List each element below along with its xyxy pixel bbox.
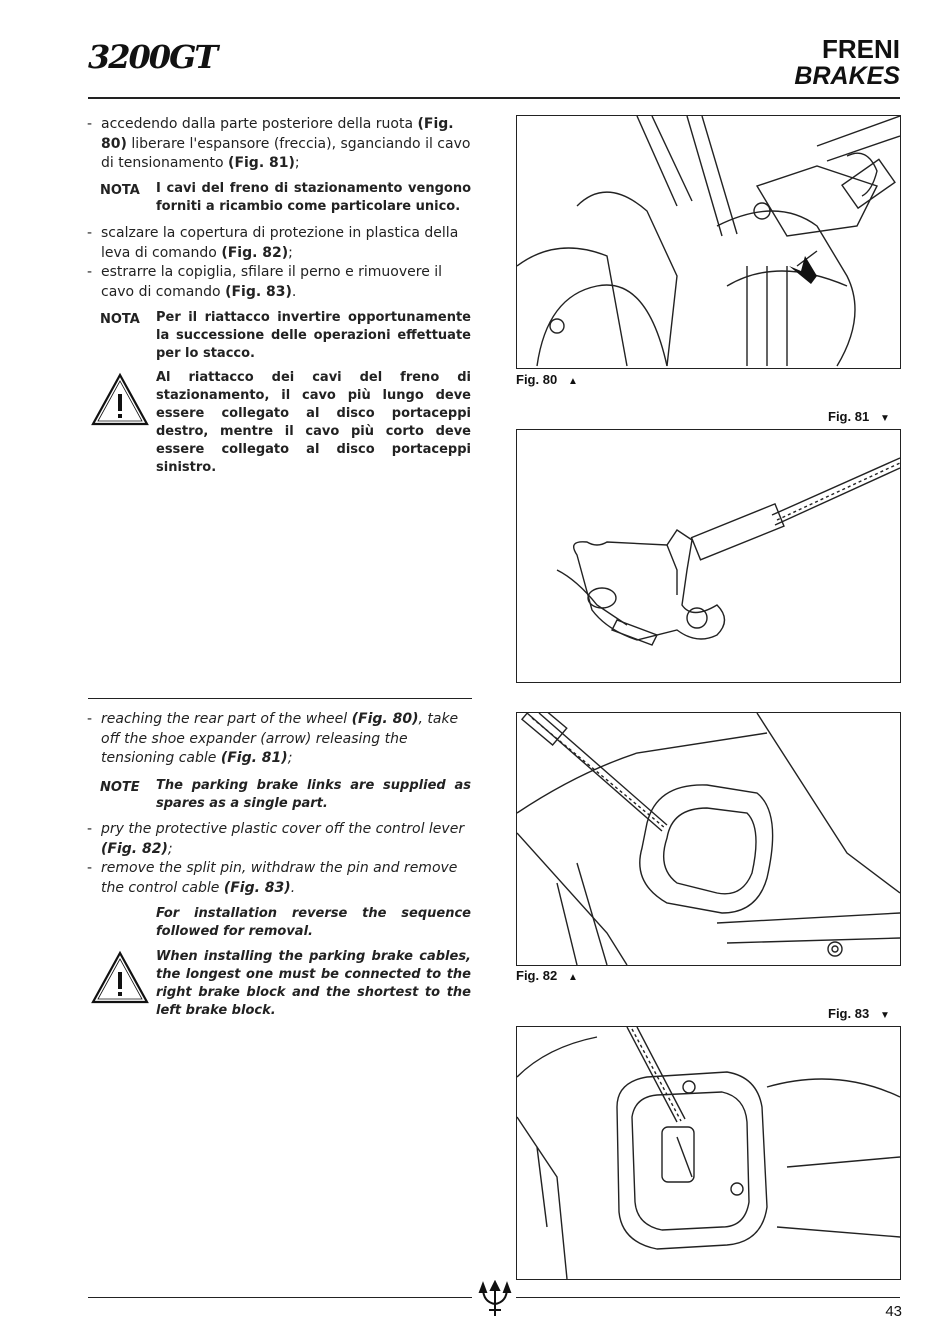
list-item: - scalzare la copertura di protezione in plastica della leva di comando (Fig. 82); <box>87 225 459 261</box>
list-item: - accedendo dalla parte posteriore della ruota (Fig. 80) liberare l'espansore (freccia), sganciando il cavo di tensionamento (Fig. 81); <box>87 116 471 171</box>
figure-label: Fig. 81 <box>828 409 870 424</box>
figure-81-caption <box>828 409 890 424</box>
fig-ref: (Fig. 82) <box>101 840 168 857</box>
punctuation: ; <box>167 840 173 857</box>
arrow-down-icon: ▼ <box>880 413 890 424</box>
trident-logo-icon <box>478 1280 512 1322</box>
list-item: - remove the split pin, withdraw the pin and remove the control cable (Fig. 83). <box>87 860 458 896</box>
figure-80-illustration <box>516 115 901 369</box>
arrow-down-icon: ▼ <box>880 1010 890 1021</box>
fig-ref: (Fig. 83) <box>223 879 291 896</box>
step-text: liberare l'espansore (freccia), sganciando il cavo di tensionamento <box>101 135 471 171</box>
figure-81-illustration <box>516 429 901 683</box>
figure-82-illustration <box>516 712 901 966</box>
step-text: accedendo dalla parte posteriore della ruota <box>101 116 418 132</box>
note-label: NOTA <box>100 312 140 327</box>
section-title-english: BRAKES <box>794 62 900 90</box>
language-divider <box>88 698 472 699</box>
brand-logo: 3200GT <box>88 38 217 76</box>
figure-label: Fig. 80 <box>516 372 558 387</box>
warning-text: Al riattacco dei cavi del freno di stazionamento, il cavo più lungo deve essere collegato al disco portaceppi destro, mentre il cavo più corto deve essere collegato al disco portaceppi sinistro. <box>156 370 471 475</box>
page-number: 43 <box>885 1303 902 1320</box>
step-text: remove the split pin, withdraw the pin and remove the control cable <box>101 860 458 896</box>
list-item: - reaching the rear part of the wheel (Fig. 80), take off the shoe expander (arrow) releasing the tensioning cable (Fig. 81); <box>87 711 459 766</box>
figure-label: Fig. 83 <box>828 1006 870 1021</box>
punctuation: ; <box>288 244 293 261</box>
fig-ref: (Fig. 81) <box>228 155 295 171</box>
note-label: NOTA <box>100 183 140 198</box>
footer-rule-left <box>88 1297 472 1298</box>
figure-82-caption <box>516 968 578 983</box>
step-text: estrarre la copiglia, sfilare il perno e rimuovere il cavo di comando <box>101 264 443 300</box>
punctuation: ; <box>287 750 293 766</box>
list-item: - estrarre la copiglia, sfilare il perno e rimuovere il cavo di comando (Fig. 83). <box>87 264 443 300</box>
section-title-italian: FRENI <box>822 34 900 64</box>
step-text: scalzare la copertura di protezione in plastica della leva di comando <box>101 225 459 261</box>
note-text: I cavi del freno di stazionamento vengono forniti a ricambio come particolare unico. <box>156 181 471 214</box>
figure-83-caption <box>828 1006 890 1021</box>
note-label: NOTE <box>100 780 140 795</box>
warning-triangle-icon <box>90 372 150 435</box>
arrow-up-icon: ▲ <box>568 972 578 983</box>
footer-rule-right <box>516 1297 900 1298</box>
figure-83-illustration <box>516 1026 901 1280</box>
punctuation: . <box>291 283 297 300</box>
note-text: Per il riattacco invertire opportunamente la successione delle operazioni effettuate per lo stacco. <box>156 310 471 361</box>
step-text: , take off the shoe expander (arrow) releasing the tensioning cable <box>101 711 459 766</box>
fig-ref: (Fig. 81) <box>220 750 288 766</box>
list-item: - pry the protective plastic cover off the control lever (Fig. 82); <box>87 821 465 857</box>
warning-triangle-icon <box>90 950 150 1013</box>
step-text: pry the protective plastic cover off the control lever <box>101 821 465 837</box>
warning-text: When installing the parking brake cables, the longest one must be connected to the right brake block and the shortest to the left brake block. <box>156 949 471 1018</box>
note-text: The parking brake links are supplied as spares as a single part. <box>156 778 471 811</box>
figure-label: Fig. 82 <box>516 968 558 983</box>
arrow-up-icon: ▲ <box>568 376 578 387</box>
header-rule <box>88 97 900 99</box>
punctuation: ; <box>294 155 300 171</box>
fig-ref: (Fig. 82) <box>221 244 289 261</box>
fig-ref: (Fig. 80) <box>101 116 454 152</box>
arrow-icon <box>789 256 817 284</box>
figure-80-caption <box>516 372 578 387</box>
note-text: For installation reverse the sequence followed for removal. <box>156 906 471 939</box>
punctuation: . <box>290 879 296 896</box>
fig-ref: (Fig. 83) <box>225 283 292 300</box>
step-text: reaching the rear part of the wheel <box>101 711 352 727</box>
fig-ref: (Fig. 80) <box>351 711 419 727</box>
